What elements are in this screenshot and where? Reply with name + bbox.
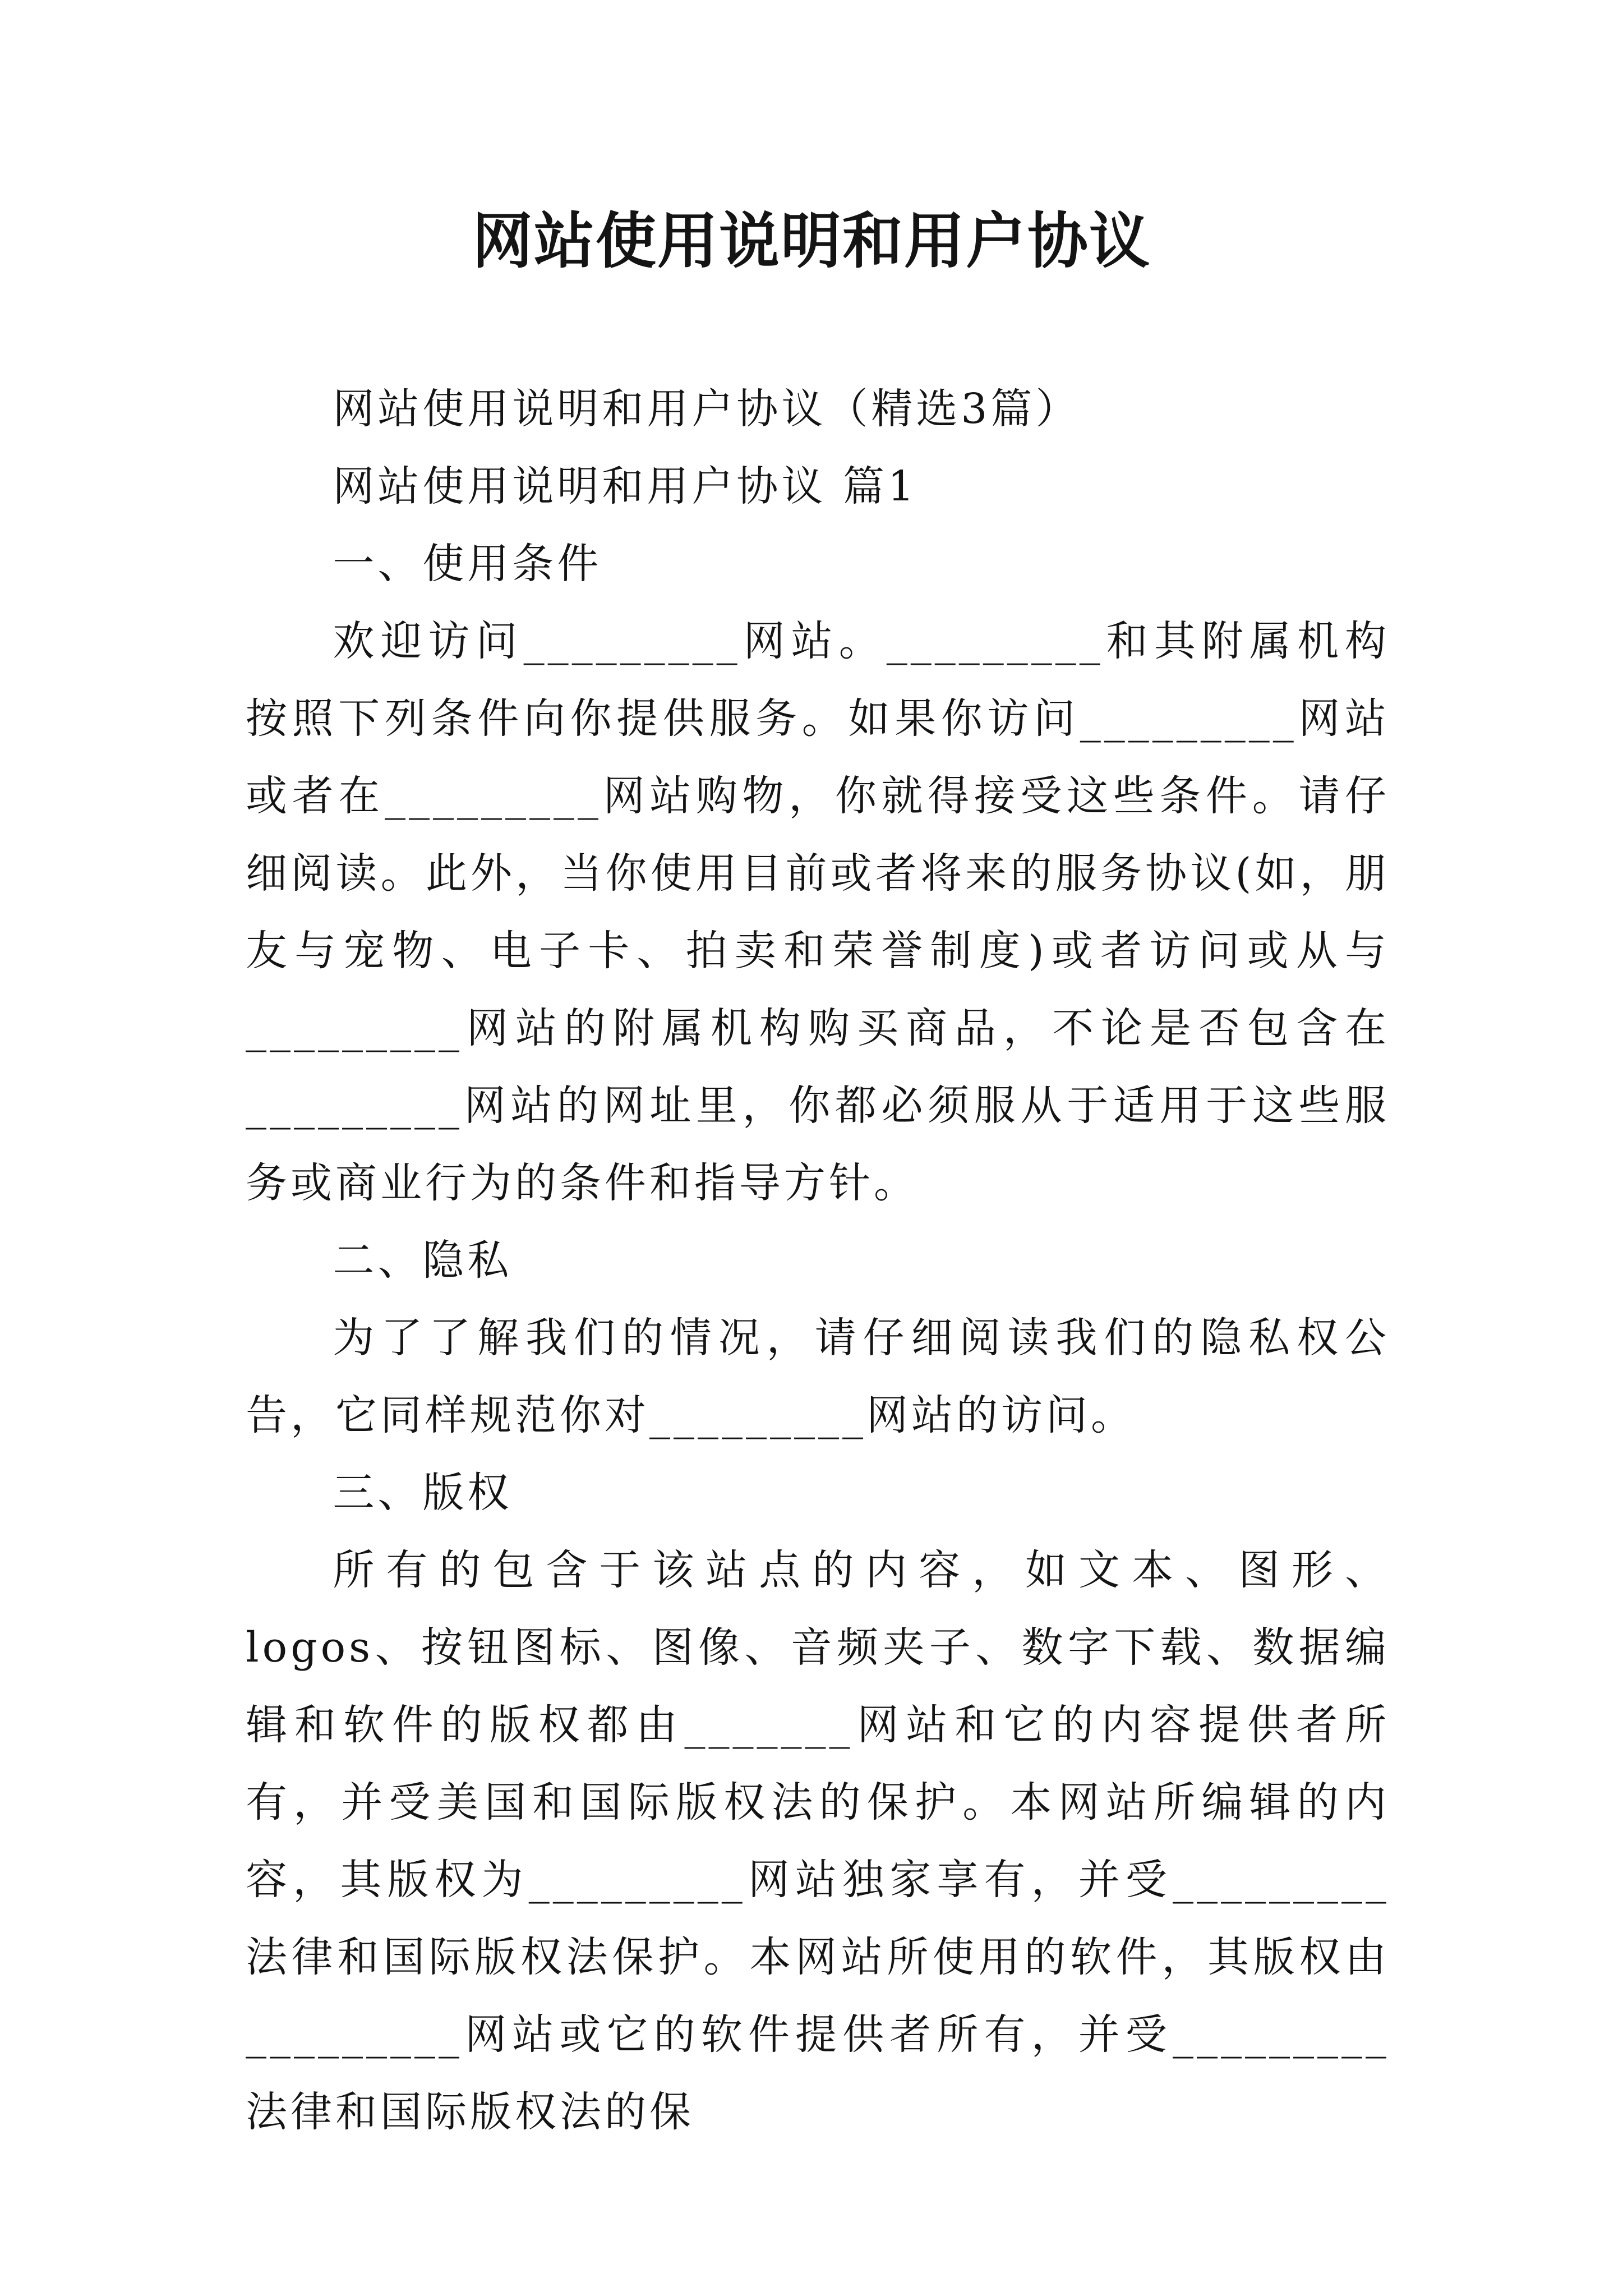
- paragraph-privacy: 为了了解我们的情况，请仔细阅读我们的隐私权公告，它同样规范你对_________网站的访问。: [246, 1314, 1390, 1439]
- collection-heading: 网站使用说明和用户协议（精选3篇）: [333, 385, 1081, 433]
- article-heading: 网站使用说明和用户协议 篇1: [333, 462, 917, 510]
- document-title: 网站使用说明和用户协议: [472, 206, 1151, 277]
- paragraph-copyright: 所有的包含于该站点的内容，如文本、图形、logos、按钮图标、图像、音频夹子、数字下载、数据编辑和软件的版权都由_______网站和它的内容提供者所有，并受美国和国际版权法的保护。本网站所编辑的内容，其版权为_________网站独家享有，并受_________法律和国际版权法保护。本网站所使用的软件，其版权由_________网站或它的软件提供者所有，并受_________法律和国际版权法的保: [246, 1546, 1390, 2136]
- section-heading-conditions: 一、使用条件: [333, 540, 602, 588]
- section-heading-privacy: 二、隐私: [333, 1236, 513, 1285]
- document-body: [246, 370, 1390, 2151]
- section-heading-copyright: 三、版权: [333, 1469, 513, 1517]
- paragraph-conditions: 欢迎访问_________网站。_________和其附属机构按照下列条件向你提供服务。如果你访问_________网站或者在_________网站购物，你就得接受这些条件。请仔细阅读。此外，当你使用目前或者将来的服务协议(如，朋友与宠物、电子卡、拍卖和荣誉制度)或者访问或从与_________网站的附属机构购买商品，不论是否包含在_________网站的网址里，你都必须服从于适用于这些服务或商业行为的条件和指导方针。: [246, 617, 1390, 1207]
